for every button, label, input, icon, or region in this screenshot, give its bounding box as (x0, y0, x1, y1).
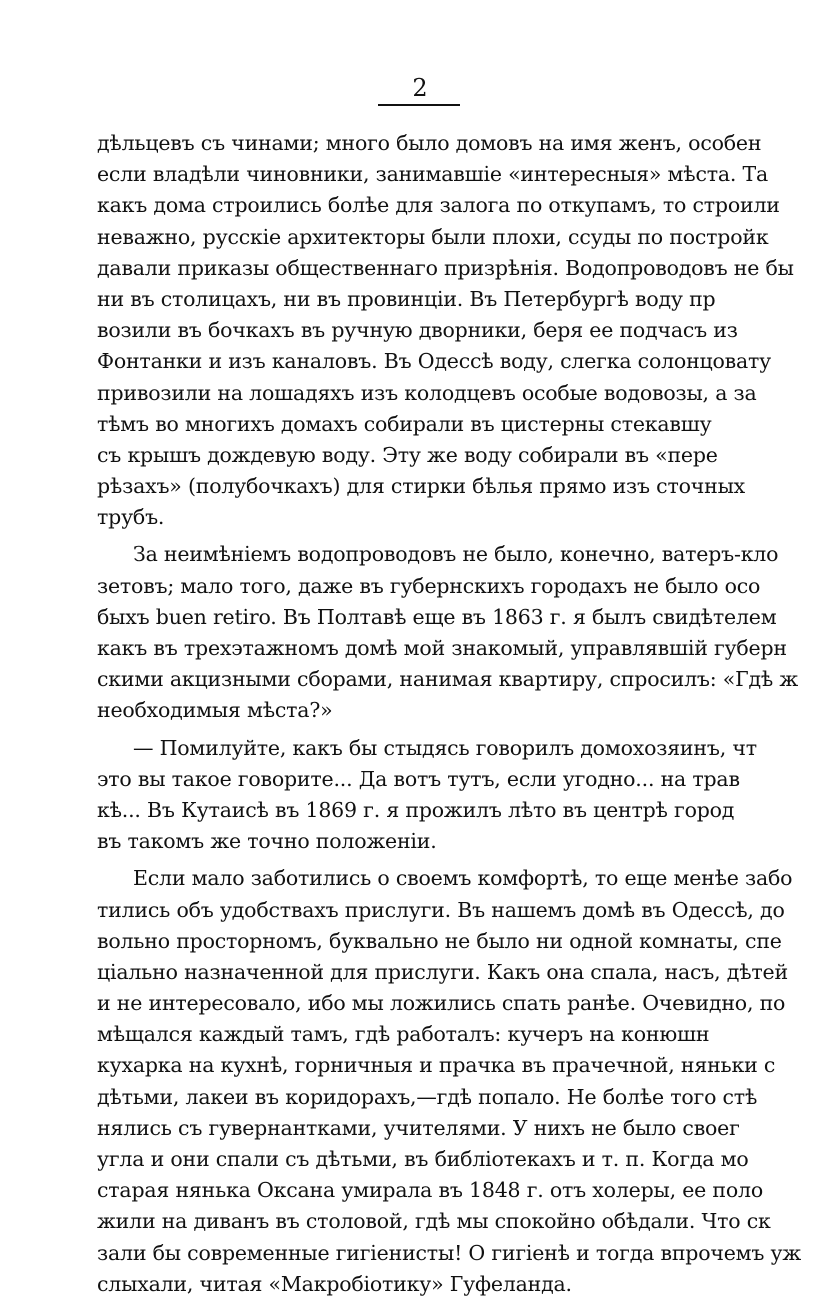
text-line: если владѣли чиновники, занимавшіе «интересныя» мѣста. Та (97, 162, 769, 187)
text-line: какъ дома строились болѣе для залога по откупамъ, то строили (97, 193, 780, 218)
text-line: нялись съ гувернантками, учителями. У нихъ не было своег (97, 1115, 740, 1140)
text-line: давали приказы общественнаго призрѣнія. Водопроводовъ не бы (97, 255, 794, 280)
text-line: старая нянька Оксана умирала въ 1848 г. отъ холеры, ее поло (97, 1178, 763, 1203)
text-line: дѣтьми, лакеи въ коридорахъ,—гдѣ попало. Не болѣе того стѣ (97, 1084, 758, 1109)
text-line: зетовъ; мало того, даже въ губернскихъ городахъ не было осо (97, 573, 761, 598)
text-line: необходимыя мѣста?» (97, 698, 333, 723)
page-number: 2 (412, 74, 428, 102)
text-line: трубъ. (97, 505, 165, 530)
text-line: тились объ удобствахъ прислуги. Въ нашемъ домѣ въ Одессѣ, до (97, 897, 785, 922)
text-line: кѣ... Въ Кутаисѣ въ 1869 г. я прожилъ лѣто въ центрѣ город (97, 797, 735, 822)
text-line: угла и они спали съ дѣтьми, въ библіотекахъ и т. п. Когда мо (97, 1147, 749, 1171)
text-line: тѣмъ во многихъ домахъ собирали въ цистерны стекавшу (97, 411, 712, 436)
text-line: Если мало заботились о своемъ комфортѣ, то еще менѣе забо (133, 866, 793, 891)
text-line: возили въ бочкахъ въ ручную дворники, беря ее подчасъ из (97, 318, 738, 343)
text-line: съ крышъ дождевую воду. Эту же воду собирали въ «пере (97, 442, 718, 467)
text-line: Фонтанки и изъ каналовъ. Въ Одессѣ воду, слегка солонцовату (97, 349, 772, 374)
text-line: ціально назначенной для прислуги. Какъ она спала, насъ, дѣтей (97, 959, 788, 984)
text-line: жили на диванъ въ столовой, гдѣ мы спокойно обѣдали. Что ск (97, 1209, 771, 1234)
text-line: слыхали, читая «Макробіотику» Гуфеланда. (97, 1271, 572, 1296)
body-text (97, 128, 819, 1300)
text-line: зали бы современные гигіенисты! О гигіенѣ и тогда впрочемъ уж (97, 1240, 802, 1265)
text-line: какъ въ трехэтажномъ домѣ мой знакомый, управлявшій губерн (97, 636, 787, 660)
text-line: — Помилуйте, какъ бы стыдясь говорилъ домохозяинъ, чт (133, 735, 757, 760)
text-line: неважно, русскіе архитекторы были плохи, ссуды по постройк (97, 224, 769, 249)
text-line: это вы такое говорите... Да вотъ тутъ, если угодно... на трав (97, 766, 740, 791)
text-line: дѣльцевъ съ чинами; много было домовъ на имя женъ, особен (97, 131, 762, 155)
text-line: быхъ buen retiro. Въ Полтавѣ еще въ 1863 г. я былъ свидѣтелем (97, 604, 777, 629)
text-line: рѣзахъ» (полубочкахъ) для стирки бѣлья прямо изъ сточных (97, 474, 746, 499)
text-line: кухарка на кухнѣ, горничныя и прачка въ прачечной, няньки с (97, 1053, 776, 1078)
text-line: вольно просторномъ, буквально не было ни одной комнаты, спе (97, 928, 782, 953)
text-line: и не интересовало, ибо мы ложились спать ранѣе. Очевидно, по (97, 991, 786, 1016)
text-line: скими акцизными сборами, нанимая квартиру, спросилъ: «Гдѣ ж (97, 667, 799, 692)
text-line: За неимѣніемъ водопроводовъ не было, конечно, ватеръ-кло (133, 542, 779, 567)
text-line: въ такомъ же точно положеніи. (97, 829, 437, 854)
text-line: ни въ столицахъ, ни въ провинціи. Въ Петербургѣ воду пр (97, 286, 716, 311)
text-line: мѣщался каждый тамъ, гдѣ работалъ: кучеръ на конюшн (97, 1022, 710, 1047)
header-rule (378, 104, 460, 106)
text-line: привозили на лошадяхъ изъ колодцевъ особые водовозы, а за (97, 380, 757, 405)
